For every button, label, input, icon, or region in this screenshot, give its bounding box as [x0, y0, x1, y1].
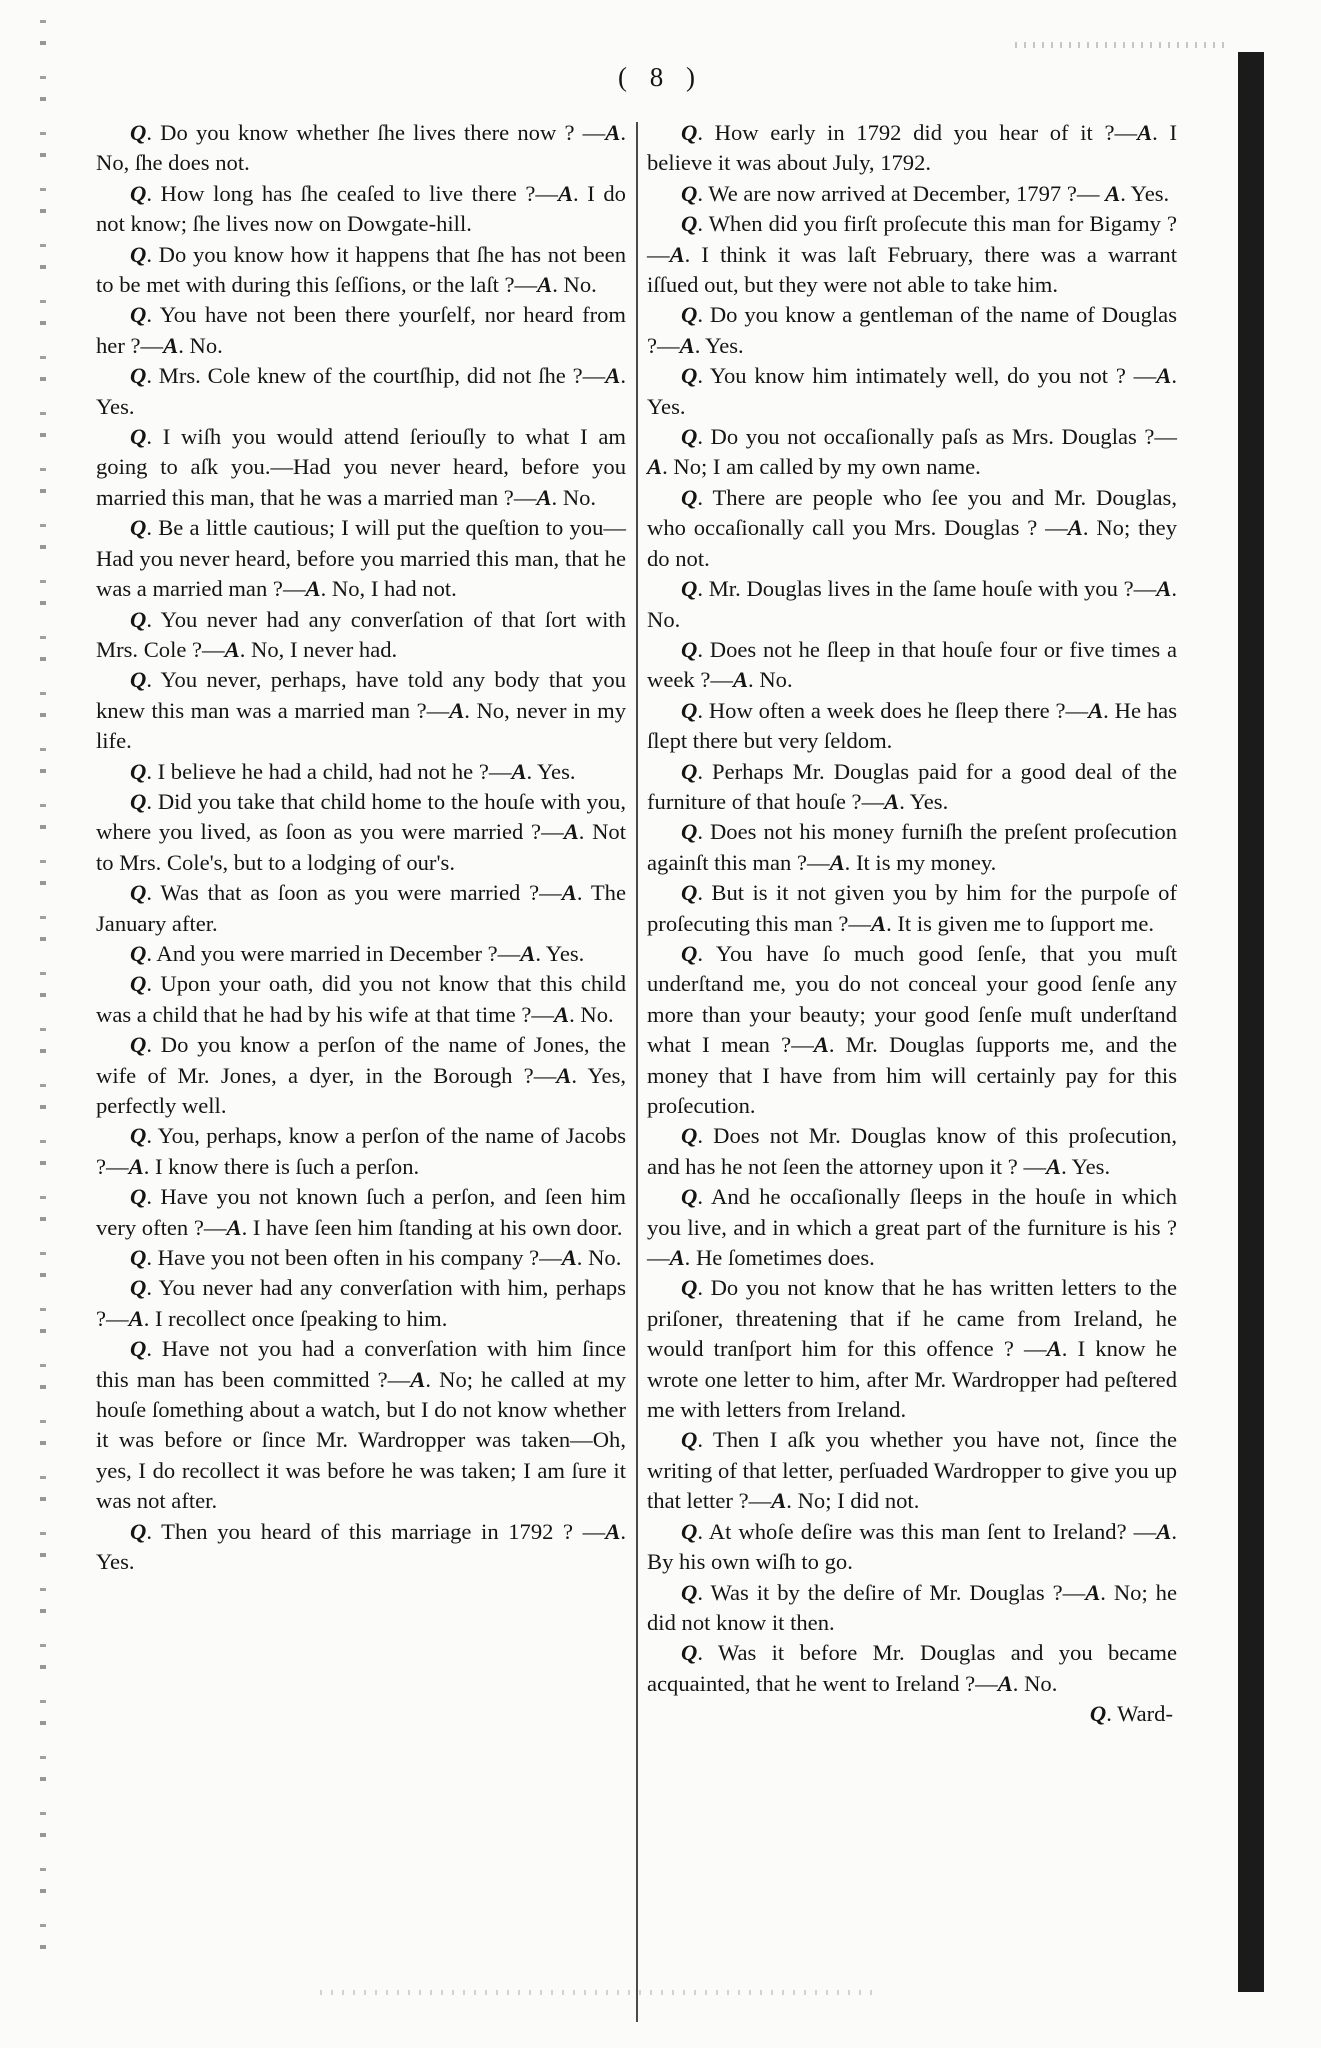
paragraph-text: . No; I am called by my own name. — [662, 454, 981, 480]
answer-marker: A — [605, 120, 621, 145]
answer-marker: A — [669, 1245, 685, 1271]
left-column — [96, 118, 626, 1578]
qa-paragraph — [96, 240, 626, 301]
question-marker: Q — [681, 484, 698, 510]
answer-marker: A — [561, 880, 577, 906]
paragraph-text: . I believe it was about July, 1792. — [647, 120, 1177, 176]
question-marker: Q — [681, 363, 698, 389]
qa-paragraph — [96, 878, 626, 939]
right-edge-scan-bar — [1238, 52, 1264, 1992]
answer-marker: A — [1046, 1336, 1062, 1362]
answer-marker: A — [554, 1001, 570, 1027]
question-marker: Q — [130, 667, 147, 693]
answer-marker: A — [556, 1062, 572, 1088]
paragraph-text: . I know he wrote one letter to him, after Mr. Wardropper had peſtered me with letters from Ireland. — [647, 1336, 1177, 1423]
paragraph-text: . Yes. — [1061, 1153, 1111, 1179]
qa-paragraph — [96, 969, 626, 1030]
paragraph-text: . I have ſeen him ſtanding at his own door. — [241, 1214, 623, 1240]
question-marker: Q — [130, 120, 147, 145]
right-column — [647, 118, 1177, 1730]
paragraph-text: . Was it before Mr. Douglas and you became acquainted, that he went to Ireland ?— — [647, 1640, 1177, 1696]
qa-paragraph — [647, 483, 1177, 574]
answer-marker: A — [732, 667, 749, 693]
paragraph-text: . Then I aſk you whether you have not, ſince the writing of that letter, perſuaded Wardropper to give you up that letter ?— — [647, 1427, 1177, 1514]
question-marker: Q — [681, 1427, 698, 1453]
qa-paragraph — [647, 1121, 1177, 1182]
answer-marker: A — [1088, 697, 1104, 723]
paragraph-text: . Yes. — [96, 363, 626, 419]
answer-marker: A — [871, 910, 887, 936]
question-marker: Q — [130, 363, 147, 389]
question-marker: Q — [130, 1123, 147, 1149]
paragraph-text: . We are now arrived at December, 1797 ?— — [697, 180, 1106, 206]
qa-paragraph — [647, 1578, 1177, 1639]
question-marker: Q — [130, 241, 147, 267]
question-marker: Q — [681, 211, 698, 237]
qa-paragraph — [647, 878, 1177, 939]
paragraph-text: . You have not been there yourſelf, nor heard from her ?— — [96, 302, 626, 358]
question-marker: Q — [681, 1275, 698, 1301]
paragraph-text: . No; he did not know it then. — [647, 1579, 1177, 1635]
paragraph-text: . Upon your oath, did you not know that this child was a child that he had by his wife at that time ?— — [96, 971, 626, 1027]
paragraph-text: . At whoſe deſire was this man ſent to Ireland? — — [697, 1518, 1157, 1544]
qa-paragraph — [647, 118, 1177, 179]
qa-paragraph — [647, 696, 1177, 757]
paragraph-text: . I think it was laſt February, there was a warrant iſſued out, but they were not able to take him. — [647, 241, 1177, 298]
paragraph-text: . How long has ſhe ceaſed to live there ?— — [146, 180, 558, 206]
paragraph-text: . He has ſlept there but very ſeldom. — [647, 697, 1177, 754]
qa-paragraph — [647, 179, 1177, 209]
paragraph-text: . No; they do not. — [647, 515, 1177, 571]
question-marker: Q — [681, 180, 698, 206]
scan-noise-top — [1015, 42, 1230, 48]
answer-marker: A — [679, 332, 695, 358]
question-marker: Q — [130, 606, 147, 632]
paragraph-text: . Not to Mrs. Cole's, but to a lodging of our's. — [96, 819, 627, 875]
paragraph-text: . Does not his money furniſh the preſent proſecution againſt this man ?— — [647, 819, 1177, 875]
question-marker: Q — [130, 1275, 147, 1301]
qa-paragraph — [96, 179, 626, 240]
answer-marker: A — [563, 819, 579, 845]
column-divider — [636, 122, 638, 2022]
answer-marker: A — [771, 1488, 787, 1514]
question-marker: Q — [681, 424, 698, 450]
qa-paragraph — [647, 361, 1177, 422]
question-marker: Q — [681, 758, 698, 784]
paragraph-text: . When did you firſt proſecute this man for Bigamy ?— — [647, 211, 1177, 267]
paragraph-text: . No. — [569, 1001, 614, 1027]
qa-paragraph — [96, 757, 626, 787]
qa-paragraph — [96, 787, 626, 878]
question-marker: Q — [681, 880, 698, 906]
paragraph-text: . I wiſh you would attend ſeriouſly to what I am going to aſk you.—Had you never heard, before you married this man, that he was a married man ?— — [96, 424, 626, 510]
paragraph-text: . Does not Mr. Douglas know of this proſecution, and has he not ſeen the attorney upon it ? — — [647, 1123, 1177, 1179]
paragraph-text: . Mrs. Cole knew of the courtſhip, did not ſhe ?— — [146, 363, 606, 389]
paragraph-text: . No, ſhe does not. — [96, 120, 626, 176]
paragraph-text: . I do not know; ſhe lives now on Dowgate-hill. — [96, 180, 626, 237]
paragraph-text: . No. — [1012, 1670, 1058, 1696]
answer-marker: A — [410, 1366, 426, 1392]
question-marker: Q — [681, 1123, 698, 1149]
qa-paragraph — [96, 513, 626, 604]
answer-marker: A — [1085, 1579, 1101, 1605]
answer-marker: A — [605, 1518, 621, 1544]
paragraph-text: . No. — [748, 667, 793, 693]
paragraph-text: . You never, perhaps, have told any body that you knew this man was a married man ?— — [96, 667, 626, 723]
question-marker: Q — [130, 515, 147, 541]
paragraph-text: . How often a week does he ſleep there ?— — [697, 697, 1089, 723]
paragraph-text: . Do you know a perſon of the name of Jones, the wife of Mr. Jones, a dyer, in the Borough ?— — [96, 1032, 626, 1088]
paragraph-text: . Be a little cautious; I will put the queſtion to you—Had you never heard, before you married this man, that he was a married man ?— — [96, 515, 626, 602]
answer-marker: A — [1067, 515, 1083, 541]
paragraph-text: . Do you know whether ſhe lives there now ? — — [146, 120, 606, 145]
qa-paragraph — [647, 1425, 1177, 1516]
qa-paragraph — [96, 665, 626, 756]
answer-marker: A — [813, 1032, 829, 1058]
paragraph-text: . You, perhaps, know a perſon of the name of Jacobs ?— — [96, 1123, 626, 1179]
qa-paragraph — [96, 1030, 626, 1121]
question-marker: Q — [681, 819, 698, 845]
paragraph-text: . Perhaps Mr. Douglas paid for a good deal of the furniture of that houſe ?— — [647, 758, 1177, 814]
answer-marker: A — [669, 241, 685, 267]
catchword-text: . Ward- — [1106, 1701, 1173, 1727]
paragraph-text: . No. — [576, 1245, 622, 1271]
paragraph-text: . No; he called at my houſe ſomething about a watch, but I do not know whether it was before or ſince Mr. Wardropper was taken—Oh, yes, I do recollect it was before he was taken; I am ſure it was not after. — [96, 1366, 627, 1514]
question-marker: Q — [681, 1579, 698, 1605]
paragraph-text: . Yes, perfectly well. — [96, 1062, 627, 1118]
paragraph-text: . He ſometimes does. — [684, 1245, 875, 1271]
question-marker: Q — [130, 424, 147, 450]
paragraph-text: . No. — [647, 576, 1177, 632]
paragraph-text: . No, never in my life. — [96, 697, 626, 754]
qa-paragraph — [96, 1121, 626, 1182]
answer-marker: A — [224, 636, 240, 662]
question-marker: Q — [130, 788, 147, 814]
question-marker: Q — [130, 1032, 147, 1058]
qa-paragraph — [96, 939, 626, 969]
paragraph-text: . Do you not know that he has written letters to the priſoner, threatening that if he came from Ireland, he would tranſport him for this offence ? — — [647, 1275, 1177, 1362]
paragraph-text: . No. — [178, 332, 223, 358]
paragraph-text: . And you were married in December ?— — [146, 940, 521, 966]
paragraph-text: . Yes. — [899, 788, 949, 814]
paragraph-text: . But is it not given you by him for the purpoſe of proſecuting this man ?— — [647, 880, 1177, 936]
answer-marker: A — [884, 788, 900, 814]
qa-paragraph — [647, 635, 1177, 696]
paragraph-text: . It is my money. — [844, 849, 997, 875]
qa-paragraph — [647, 817, 1177, 878]
answer-marker: A — [449, 697, 465, 723]
question-marker: Q — [1089, 1701, 1107, 1727]
answer-marker: A — [605, 363, 621, 389]
answer-marker: A — [997, 1670, 1013, 1696]
paragraph-text: . I recollect once ſpeaking to him. — [143, 1305, 448, 1331]
qa-paragraph — [96, 300, 626, 361]
question-marker: Q — [130, 1336, 147, 1362]
qa-paragraph — [647, 1273, 1177, 1425]
scan-noise-bottom — [320, 1990, 880, 1995]
question-marker: Q — [681, 302, 698, 328]
question-marker: Q — [681, 1640, 698, 1666]
answer-marker: A — [520, 940, 536, 966]
paragraph-text: . Then you heard of this marriage in 1792 ? — — [146, 1518, 606, 1544]
paragraph-text: . No. — [552, 272, 597, 298]
question-marker: Q — [681, 940, 698, 966]
paragraph-text: . It is given me to ſupport me. — [886, 910, 1155, 936]
qa-paragraph — [647, 422, 1177, 483]
question-marker: Q — [681, 1184, 698, 1210]
answer-marker: A — [1156, 576, 1172, 602]
paragraph-text: . Does not he ſleep in that houſe four or five times a week ?— — [647, 636, 1177, 693]
qa-paragraph — [96, 118, 626, 179]
question-marker: Q — [130, 1245, 147, 1271]
question-marker: Q — [681, 576, 698, 602]
question-marker: Q — [130, 180, 147, 206]
paragraph-text: . The January after. — [96, 880, 627, 936]
answer-marker: A — [829, 849, 845, 875]
qa-paragraph — [96, 605, 626, 666]
question-marker: Q — [681, 1518, 698, 1544]
answer-marker: A — [1156, 1518, 1172, 1544]
question-marker: Q — [130, 1184, 147, 1210]
paragraph-text: . You know him intimately well, do you not ? — — [697, 363, 1157, 389]
qa-paragraph — [647, 1638, 1177, 1699]
question-marker: Q — [130, 1518, 147, 1544]
paragraph-text: . Yes. — [526, 758, 576, 784]
question-marker: Q — [130, 971, 147, 997]
answer-marker: A — [511, 758, 527, 784]
paragraph-text: . Yes. — [96, 1518, 626, 1575]
qa-paragraph — [96, 422, 626, 513]
answer-marker: A — [1156, 363, 1172, 389]
paragraph-text: . Yes. — [647, 363, 1177, 419]
question-marker: Q — [681, 697, 698, 723]
paragraph-text: . No, I never had. — [239, 636, 398, 662]
question-marker: Q — [681, 120, 698, 145]
paragraph-text: . Do you not occaſionally paſs as Mrs. Douglas ?— — [697, 424, 1177, 450]
answer-marker: A — [557, 180, 574, 206]
qa-paragraph — [96, 1182, 626, 1243]
question-marker: Q — [681, 636, 698, 662]
paragraph-text: . You have ſo much good ſenſe, that you muſt underſtand me, you do not conceal your good ſenſe any more than your beauty; your good ſenſe muſt underſtand what I mean ?— — [647, 940, 1177, 1058]
answer-marker: A — [1105, 180, 1121, 206]
paragraph-text: . I believe he had a child, had not he ?— — [146, 758, 512, 784]
paragraph-text: . And he occaſionally ſleeps in the houſe in which you live, and in which a great part of the furniture is his ?— — [647, 1184, 1177, 1271]
paragraph-text: . Do you know how it happens that ſhe has not been to be met with during this ſeſſions, or the laſt ?— — [96, 241, 626, 298]
paragraph-text: . Was that as ſoon as you were married ?— — [146, 880, 562, 906]
paragraph-text: . By his own wiſh to go. — [647, 1518, 1177, 1575]
qa-paragraph — [96, 1273, 626, 1334]
paragraph-text: . Have you not known ſuch a perſon, and ſeen him very often ?— — [96, 1184, 626, 1240]
paragraph-text: . Did you take that child home to the houſe with you, where you lived, as ſoon as you were married ?— — [96, 788, 626, 845]
answer-marker: A — [1137, 120, 1153, 145]
paragraph-text: . Was it by the deſire of Mr. Douglas ?— — [697, 1579, 1086, 1605]
paragraph-text: . Mr. Douglas ſupports me, and the money that I have from him will certainly pay for this proſecution. — [647, 1032, 1177, 1118]
qa-paragraph — [96, 361, 626, 422]
paragraph-text: . No, I had not. — [320, 576, 457, 602]
catchword — [647, 1699, 1177, 1729]
question-marker: Q — [130, 880, 147, 906]
qa-paragraph — [647, 1182, 1177, 1273]
qa-paragraph — [647, 209, 1177, 300]
question-marker: Q — [130, 758, 147, 784]
answer-marker: A — [537, 272, 553, 298]
qa-paragraph — [647, 757, 1177, 818]
answer-marker: A — [128, 1305, 144, 1331]
question-marker: Q — [130, 940, 147, 966]
question-marker: Q — [130, 302, 147, 328]
paragraph-text: . You never had any converſation with him, perhaps ?— — [96, 1275, 626, 1331]
paragraph-text: . Have not you had a converſation with him ſince this man has been committed ?— — [96, 1336, 626, 1392]
answer-marker: A — [163, 332, 179, 358]
qa-paragraph — [647, 1517, 1177, 1578]
left-edge-scan-marks — [40, 20, 46, 1970]
paragraph-text: . Yes. — [694, 332, 744, 358]
paragraph-text: . No. — [551, 484, 597, 510]
answer-marker: A — [1046, 1153, 1062, 1179]
qa-paragraph — [647, 574, 1177, 635]
paragraph-text: . Mr. Douglas lives in the ſame houſe with you ?— — [697, 576, 1157, 602]
qa-paragraph — [96, 1243, 626, 1273]
qa-paragraph — [96, 1334, 626, 1516]
answer-marker: A — [536, 484, 552, 510]
qa-paragraph — [647, 939, 1177, 1121]
answer-marker: A — [647, 454, 663, 480]
paragraph-text: . Have you not been often in his company ?— — [146, 1245, 562, 1271]
paragraph-text: . No; I did not. — [786, 1488, 920, 1514]
paragraph-text: . Yes. — [535, 940, 585, 966]
qa-paragraph — [647, 300, 1177, 361]
paragraph-text: . Yes. — [1120, 180, 1170, 206]
answer-marker: A — [561, 1245, 577, 1271]
answer-marker: A — [128, 1153, 144, 1179]
qa-paragraph — [96, 1517, 626, 1578]
paragraph-text: . I know there is ſuch a perſon. — [143, 1153, 420, 1179]
page-number: ( 8 ) — [618, 62, 703, 92]
paragraph-text: . How early in 1792 did you hear of it ?— — [697, 120, 1138, 145]
answer-marker: A — [305, 576, 321, 602]
answer-marker: A — [226, 1214, 242, 1240]
paragraph-text: . Do you know a gentleman of the name of Douglas ?— — [647, 302, 1177, 358]
paragraph-text: . You never had any converſation of that ſort with Mrs. Cole ?— — [96, 606, 626, 662]
paragraph-text: . There are people who ſee you and Mr. Douglas, who occaſionally call you Mrs. Douglas ? — — [647, 484, 1177, 541]
